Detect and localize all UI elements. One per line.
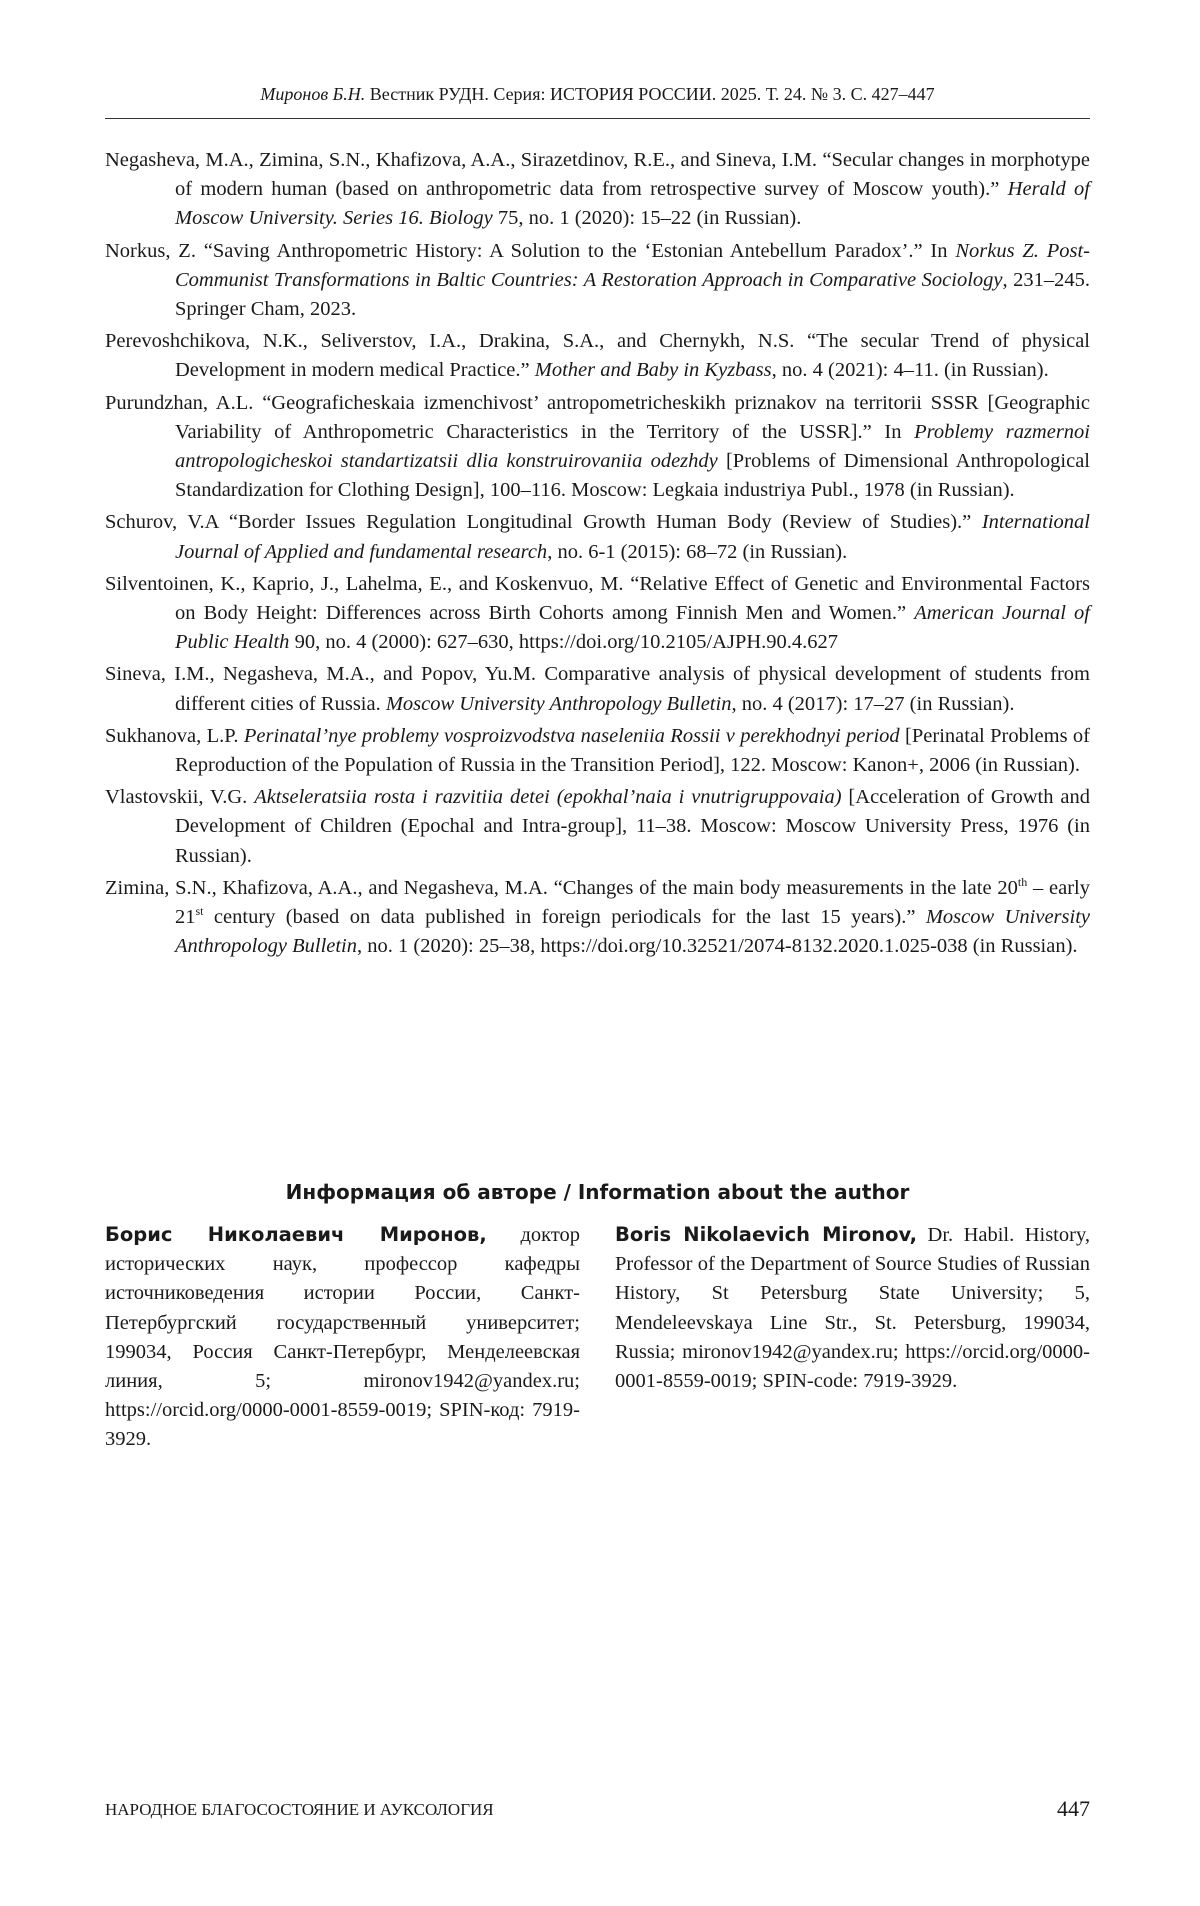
- header-author: Миронов Б.Н.: [260, 84, 366, 104]
- running-header: [105, 84, 1090, 105]
- reference-item: Norkus, Z. “Saving Anthropometric History: A Solution to the ‘Estonian Antebellum Paradox’.” In Norkus Z. Post-Communist Transformations in Baltic Countries: A Restoration Approach in Comparative Sociology, 231–245. Springer Cham, 2023.: [105, 239, 1090, 321]
- reference-item: Silventoinen, K., Kaprio, J., Lahelma, E., and Koskenvuo, M. “Relative Effect of Genetic and Environmental Factors on Body Height: Differences across Birth Cohorts among Finnish Men and Women.” American Journal of Public Health 90, no. 4 (2000): 627–630, https://doi.org/10.2105/AJPH.90.4.627: [105, 572, 1090, 654]
- reference-item: Schurov, V.A “Border Issues Regulation Longitudinal Growth Human Body (Review of Studies).” International Journal of Applied and fundamental research, no. 6-1 (2015): 68–72 (in Russian).: [105, 511, 1090, 563]
- author-name-ru: Борис Николаевич Миронов,: [105, 1223, 487, 1246]
- page-number: 447: [1057, 1796, 1090, 1821]
- reference-item: Perevoshchikova, N.K., Seliverstov, I.A., Drakina, S.A., and Chernykh, N.S. “The secular Trend of physical Development in modern medical Practice.” Mother and Baby in Kyzbass, no. 4 (2021): 4–11. (in Russian).: [105, 330, 1090, 382]
- reference-list: [105, 146, 1090, 964]
- author-info-english: [615, 1220, 1090, 1396]
- reference-item: Zimina, S.N., Khafizova, A.A., and Negasheva, M.A. “Changes of the main body measurements in the late 20th – early 21st century (based on data published in foreign periodicals for the last 15 years).” Moscow University Anthropology Bulletin, no. 1 (2020): 25–38, https://doi.org/10.32521/2074-8132.2020.1.025-038 (in Russian).: [105, 875, 1090, 958]
- author-details-ru: доктор исторических наук, профессор кафедры источниковедения истории России, Санкт-Петербургский государственный университет; 199034, Россия Санкт-Петербург, Менделеевская линия, 5; mironov1942@yandex.ru; https://orcid.org/0000-0001-8559-0019; SPIN-код: 7919-3929.: [105, 1224, 581, 1451]
- reference-item: Vlastovskii, V.G. Aktseleratsiia rosta i razvitiia detei (epokhal’naia i vnutrigruppovaia) [Acceleration of Growth and Development of Children (Epochal and Intra-group], 11–38. Moscow: Moscow University Press, 1976 (in Russian).: [105, 786, 1090, 867]
- reference-item: Negasheva, M.A., Zimina, S.N., Khafizova, A.A., Sirazetdinov, R.E., and Sineva, I.M. “Secular changes in morphotype of modern human (based on anthropometric data from retrospective survey of Moscow youth).” Herald of Moscow University. Series 16. Biology 75, no. 1 (2020): 15–22 (in Russian).: [105, 149, 1091, 230]
- header-citation: Вестник РУДН. Серия: ИСТОРИЯ РОССИИ. 2025. Т. 24. № 3. С. 427–447: [365, 84, 935, 104]
- author-info-heading: Информация об авторе / Information about the author: [285, 1180, 910, 1204]
- footer-section-title: НАРОДНОЕ БЛАГОСОСТОЯНИЕ И АУКСОЛОГИЯ: [105, 1800, 494, 1819]
- author-info-russian: [105, 1220, 580, 1455]
- reference-item: Sineva, I.M., Negasheva, M.A., and Popov, Yu.M. Comparative analysis of physical development of students from different cities of Russia. Moscow University Anthropology Bulletin, no. 4 (2017): 17–27 (in Russian).: [105, 663, 1090, 715]
- reference-item: Purundzhan, A.L. “Geograficheskaia izmenchivost’ antropometricheskikh priznakov na territorii SSSR [Geographic Variability of Anthropometric Characteristics in the Territory of the USSR].” In Problemy razmernoi antropologicheskoi standartizatsii dlia konstruirovaniia odezhdy [Problems of Dimensional Anthropological Standardization for Clothing Design], 100–116. Moscow: Legkaia industriya Publ., 1978 (in Russian).: [105, 391, 1091, 502]
- header-divider: [105, 118, 1090, 119]
- reference-item: Sukhanova, L.P. Perinatal’nye problemy vosproizvodstva naseleniia Rossii v perekhodnyi period [Perinatal Problems of Reproduction of the Population of Russia in the Transition Period], 122. Moscow: Kanon+, 2006 (in Russian).: [105, 724, 1090, 777]
- author-details-en: Dr. Habil. History, Professor of the Department of Source Studies of Russian History, St Petersburg State University; 5, Mendeleevskaya Line Str., St. Petersburg, 199034, Russia; mironov1942@yandex.ru; https://orcid.org/0000-0001-8559-0019; SPIN-code: 7919-3929.: [615, 1224, 1091, 1393]
- author-name-en: Boris Nikolaevich Mironov,: [615, 1223, 918, 1246]
